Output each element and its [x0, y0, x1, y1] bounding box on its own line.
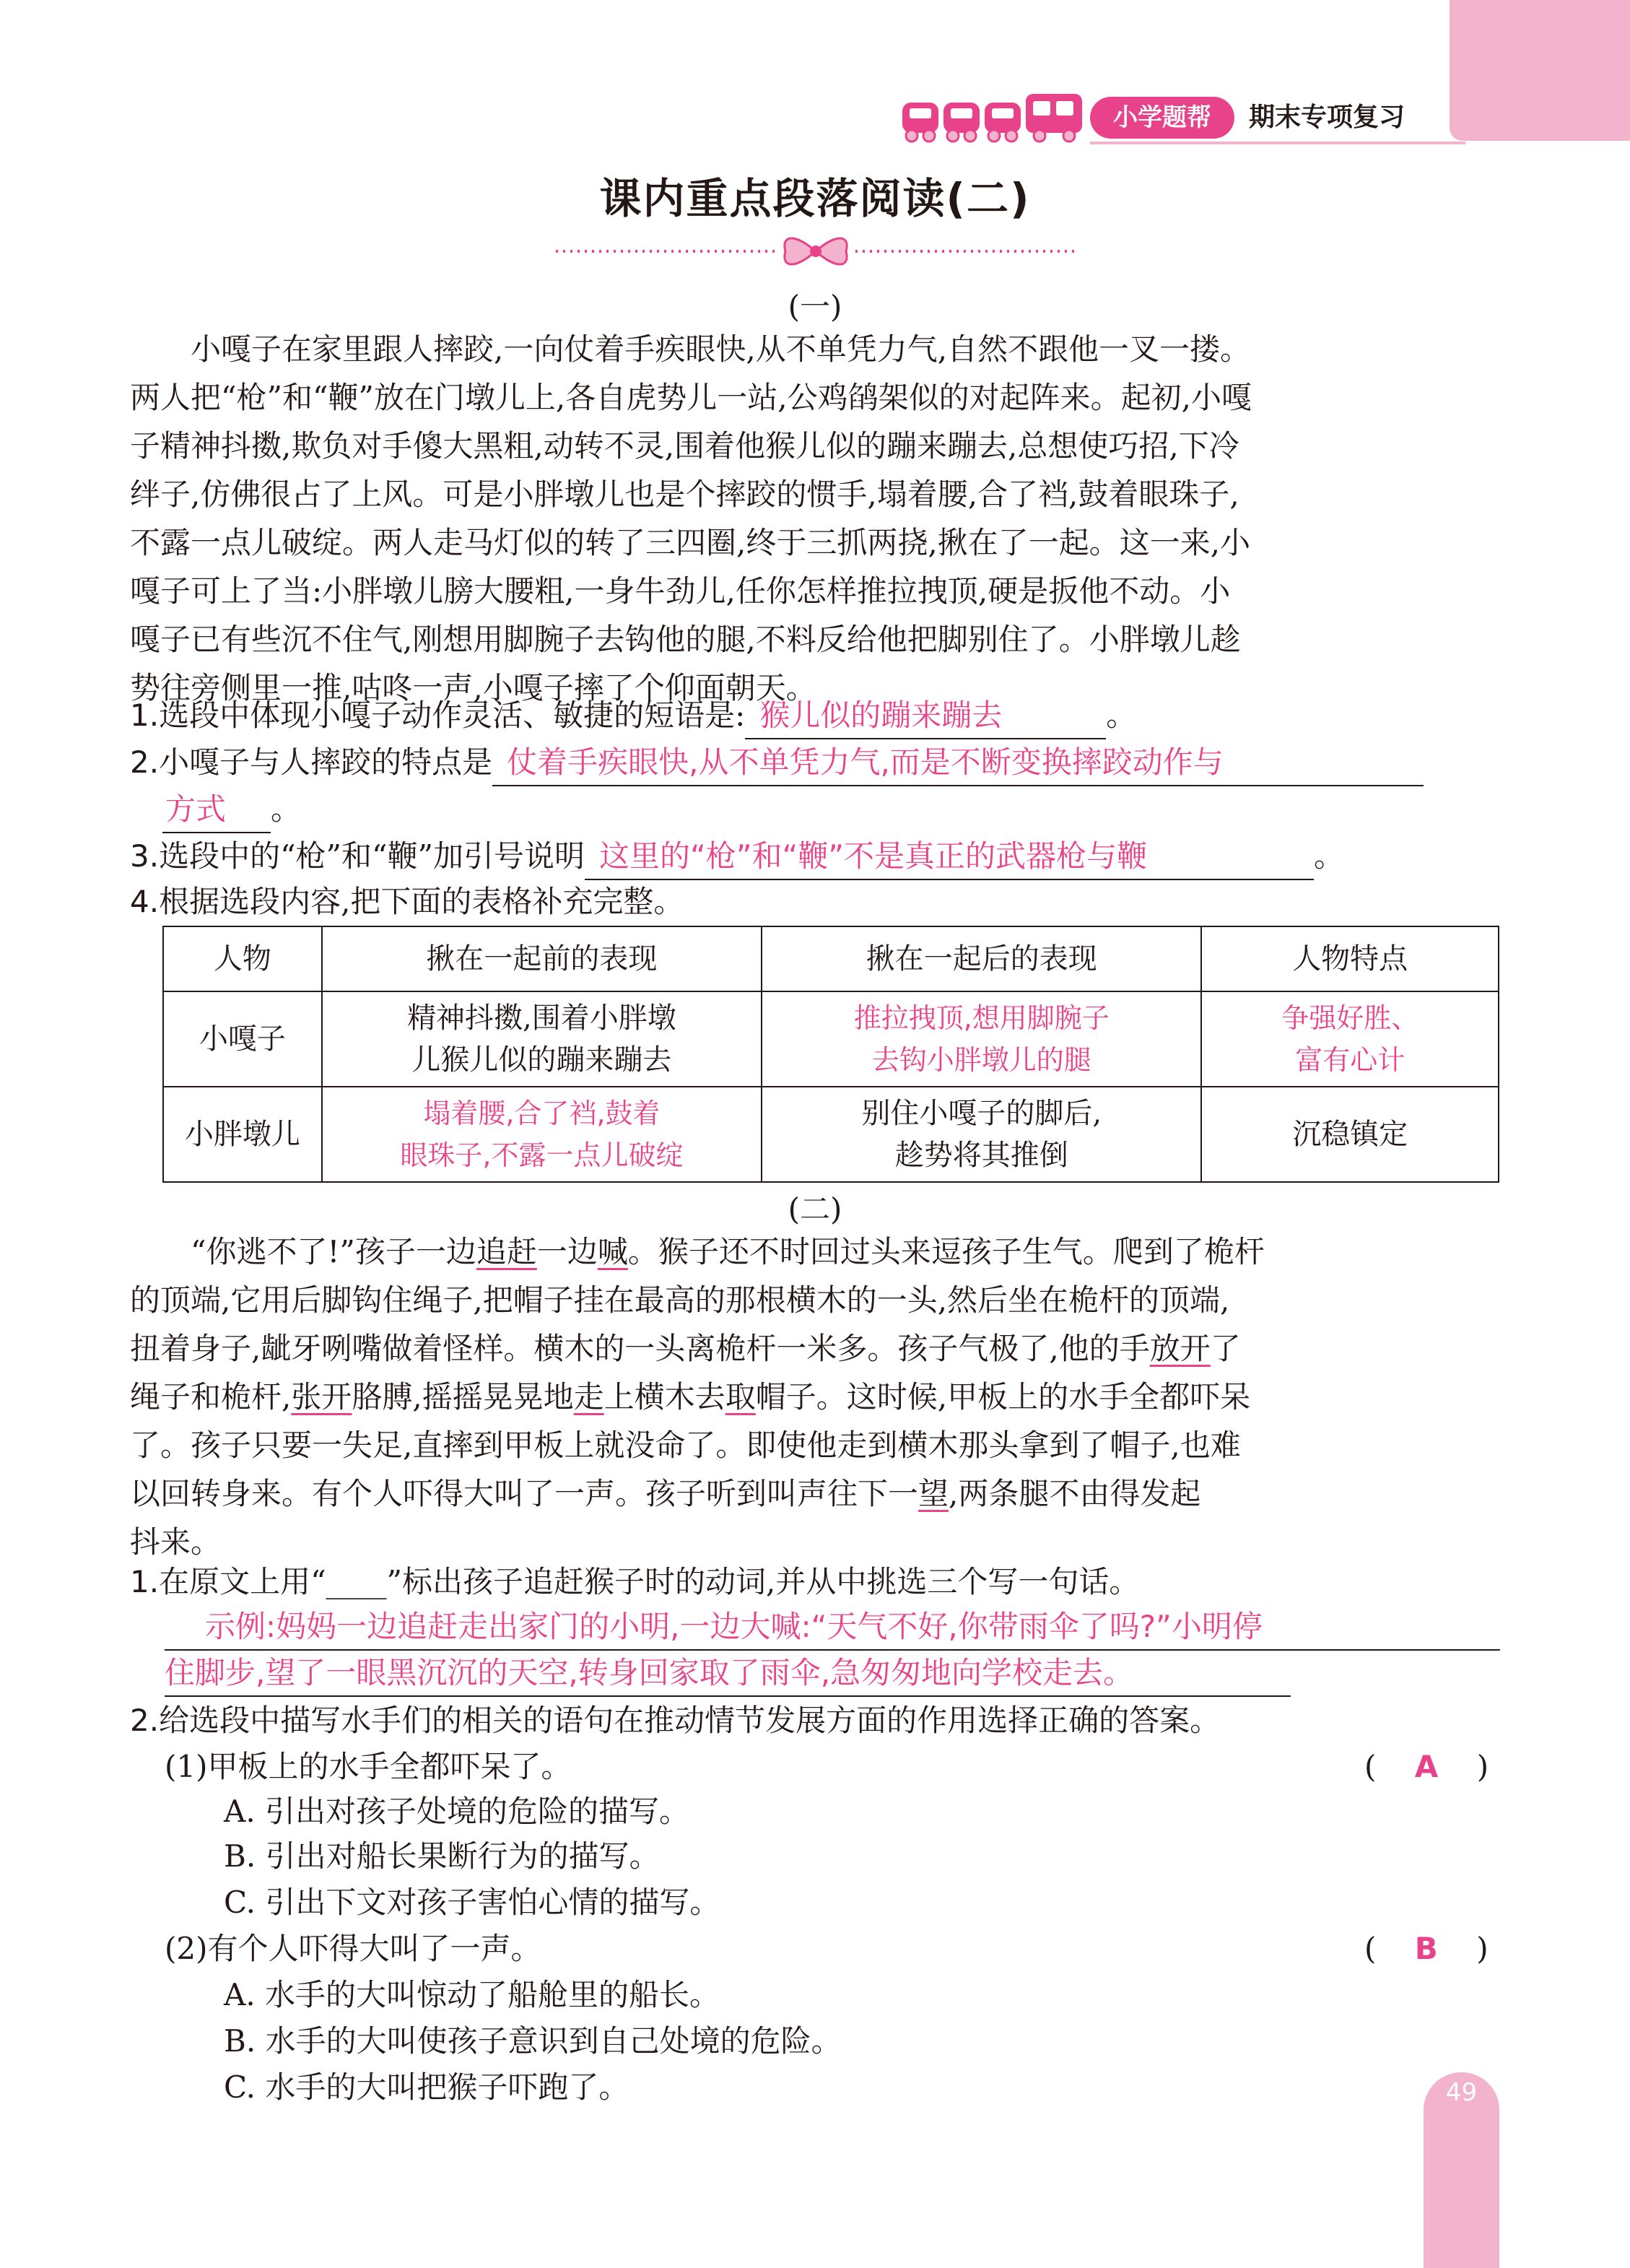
option[interactable]: C. 引出下文对孩子害怕心情的描写。	[224, 1885, 720, 1920]
table-cell: 精神抖擞,围着小胖墩 儿猴儿似的蹦来蹦去	[322, 991, 762, 1087]
answer-bracket[interactable]: ( A )	[1364, 1749, 1489, 1784]
passage-two-line: “你逃不了!”孩子一边追赶一边喊。猴子还不时回过头来逗孩子生气。爬到了桅杆	[191, 1234, 1265, 1269]
underlined-verb: 望	[918, 1476, 949, 1511]
passage-two-line: 的顶端,它用后脚钩住绳子,把帽子挂在最高的那根横木的一头,然后坐在桅杆的顶端,	[130, 1282, 1230, 1318]
passage-two	[130, 1228, 1498, 1566]
answer-field[interactable]: 示例:妈妈一边追赶走出家门的小明,一边大喊:“天气不好,你带雨伞了吗?”小明停	[165, 1604, 1500, 1651]
table-cell: 别住小嘎子的脚后, 趁势将其推倒	[762, 1087, 1201, 1182]
option[interactable]: B. 水手的大叫使孩子意识到自己处境的危险。	[224, 2023, 842, 2059]
character-table	[162, 926, 1499, 1183]
answer-bracket[interactable]: ( B )	[1364, 1931, 1489, 1966]
question-2-1: 1.在原文上用“____”标出孩子追赶猴子时的动词,并从中挑选三个写一句话。	[130, 1564, 1140, 1599]
question-1-2: 2.小嘎子与人摔跤的特点是 仗着手疾眼快,从不单凭力气,而是不断变换摔跤动作与	[130, 740, 1498, 786]
table-header: 揪在一起前的表现	[322, 926, 762, 991]
passage-one-line: 小嘎子在家里跟人摔跤,一向仗着手疾眼快,从不单凭力气,自然不跟他一叉一搂。	[191, 331, 1251, 367]
table-row	[163, 1087, 1499, 1182]
underlined-verb: 追赶	[476, 1234, 537, 1269]
underlined-verb: 张开	[291, 1379, 352, 1415]
table-header: 揪在一起后的表现	[762, 926, 1201, 991]
passage-two-line: 了。孩子只要一失足,直摔到甲板上就没命了。即使他走到横木那头拿到了帽子,也难	[130, 1428, 1241, 1463]
underlined-verb: 走	[573, 1379, 604, 1415]
header-rule	[1090, 142, 1465, 144]
sub-question-stem: (2)有个人吓得大叫了一声。	[165, 1931, 541, 1966]
underlined-verb: 放开	[1149, 1331, 1211, 1366]
question-1-4: 4.根据选段内容,把下面的表格补充完整。	[130, 884, 684, 919]
table-answer-cell[interactable]: 推拉拽顶,想用脚腕子 去钩小胖墩儿的腿	[762, 991, 1201, 1087]
answer-field[interactable]: 仗着手疾眼快,从不单凭力气,而是不断变换摔跤动作与	[492, 740, 1424, 786]
passage-one-line: 势往旁侧里一推,咕咚一声,小嘎子摔了个仰面朝天。	[130, 670, 816, 705]
passage-two-line: 绳子和桅杆,张开胳膊,摇摇晃晃地走上横木去取帽子。这时候,甲板上的水手全都吓呆	[130, 1379, 1251, 1415]
answer-field[interactable]: 住脚步,望了一眼黑沉沉的天空,转身回家取了雨伞,急匆匆地向学校走去。	[165, 1651, 1291, 1697]
option[interactable]: C. 水手的大叫把猴子吓跑了。	[224, 2069, 629, 2105]
table-answer-cell[interactable]: 塌着腰,合了裆,鼓着 眼珠子,不露一点儿破绽	[322, 1087, 762, 1182]
question-1-2-cont: 方式 。	[162, 787, 1530, 833]
corner-tab-top	[1450, 0, 1630, 141]
table-header: 人物	[163, 926, 322, 991]
table-cell-name: 小嘎子	[163, 991, 322, 1087]
option[interactable]: A. 水手的大叫惊动了船舱里的船长。	[224, 1977, 720, 2012]
answer-field[interactable]: 方式	[162, 787, 271, 833]
underlined-verb: 取	[725, 1379, 756, 1415]
bow-divider-icon	[556, 228, 1076, 271]
question-1-1: 1.选段中体现小嘎子动作灵活、敏捷的短语是: 猴儿似的蹦来蹦去 。	[130, 693, 1498, 739]
answer-field[interactable]: 这里的“枪”和“鞭”不是真正的武器枪与鞭	[585, 834, 1314, 880]
table-header: 人物特点	[1201, 926, 1499, 991]
sub-question-stem: (1)甲板上的水手全都吓呆了。	[165, 1749, 572, 1784]
underlined-verb: 喊	[597, 1234, 628, 1269]
answer-field[interactable]: 猴儿似的蹦来蹦去	[745, 693, 1106, 739]
passage-one-line: 子精神抖擞,欺负对手傻大黑粗,动转不灵,围着他猴儿似的蹦来蹦去,总想使巧招,下冷	[130, 428, 1239, 464]
passage-one	[130, 325, 1498, 712]
question-1-3: 3.选段中的“枪”和“鞭”加引号说明 这里的“枪”和“鞭”不是真正的武器枪与鞭 。	[130, 834, 1498, 880]
table-cell: 沉稳镇定	[1201, 1087, 1499, 1182]
passage-one-line: 绊子,仿佛很占了上风。可是小胖墩儿也是个摔跤的惯手,塌着腰,合了裆,鼓着眼珠子,	[130, 477, 1239, 512]
option[interactable]: B. 引出对船长果断行为的描写。	[224, 1838, 660, 1874]
header-subtitle: 期末专项复习	[1249, 103, 1405, 132]
brand-badge: 小学题帮	[1090, 97, 1234, 139]
page-title: 课内重点段落阅读(二)	[599, 174, 1031, 223]
passage-two-line: 以回转身来。有个人吓得大叫了一声。孩子听到叫声往下一望,两条腿不由得发起	[130, 1476, 1201, 1511]
passage-one-line: 嘎子可上了当:小胖墩儿膀大腰粗,一身牛劲儿,任你怎样推拉拽顶,硬是扳他不动。小	[130, 573, 1231, 609]
section-one-label: (一)	[788, 289, 842, 324]
table-answer-cell[interactable]: 争强好胜、 富有心计	[1201, 991, 1499, 1087]
page-number: 49	[1445, 2078, 1478, 2107]
passage-one-line: 两人把“枪”和“鞭”放在门墩儿上,各自虎势儿一站,公鸡鹐架似的对起阵来。起初,小嘎	[130, 380, 1252, 415]
option[interactable]: A. 引出对孩子处境的危险的描写。	[224, 1794, 690, 1829]
train-icon	[899, 88, 1086, 146]
question-2-2: 2.给选段中描写水手们的相关的语句在推动情节发展方面的作用选择正确的答案。	[130, 1703, 1221, 1738]
passage-one-line: 嘎子已有些沉不住气,刚想用脚腕子去钩他的腿,不料反给他把脚别住了。小胖墩儿趁	[130, 622, 1241, 657]
table-row	[163, 991, 1499, 1087]
section-two-label: (二)	[788, 1191, 842, 1227]
table-header-row	[163, 926, 1499, 991]
passage-one-line: 不露一点儿破绽。两人走马灯似的转了三四圈,终于三抓两挠,揪在了一起。这一来,小	[130, 525, 1251, 560]
table-cell-name: 小胖墩儿	[163, 1087, 322, 1182]
passage-two-line: 抖来。	[130, 1524, 222, 1560]
passage-two-line: 扭着身子,龇牙咧嘴做着怪样。横木的一头离桅杆一米多。孩子气极了,他的手放开了	[130, 1331, 1241, 1366]
